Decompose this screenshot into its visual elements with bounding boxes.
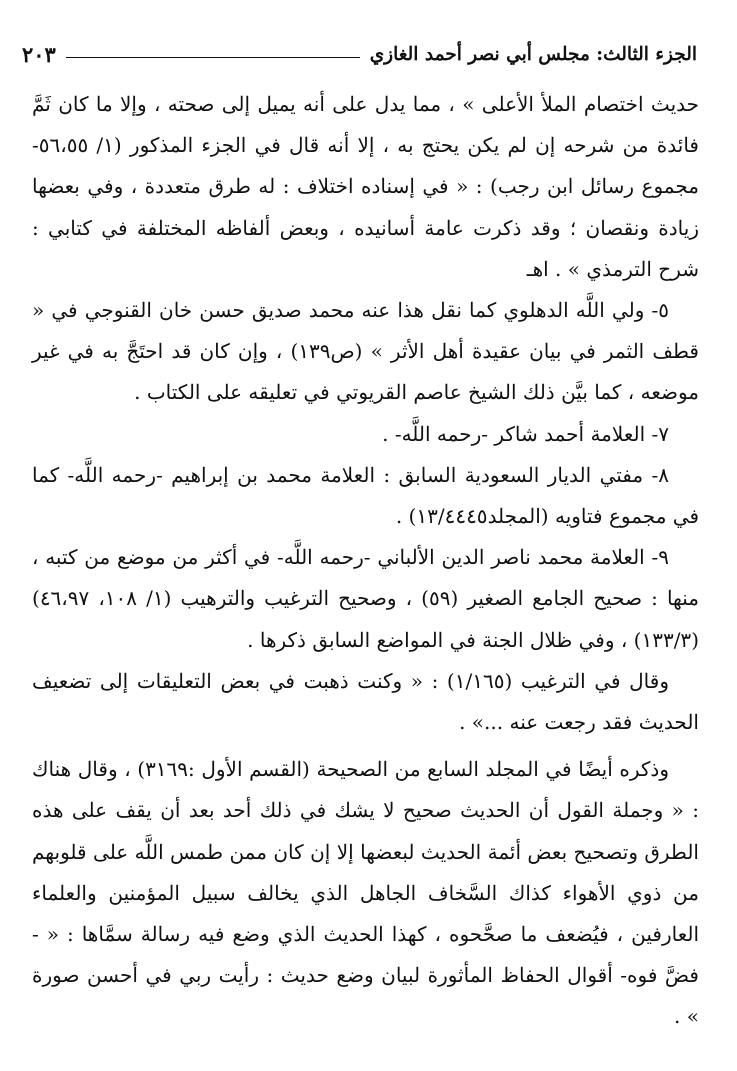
running-title: الجزء الثالث: مجلس أبي نصر أحمد الغازي	[369, 43, 697, 65]
paragraph-item-7: ٧- العلامة أحمد شاكر -رحمه اللَّه- .	[382, 421, 669, 446]
paragraph-item-5: ٥- ولي اللَّه الدهلوي كما نقل هذا عنه محمد صديق حسن خان القنوجي في « قطف الثمر في بيان عقيدة أهل الأثر » (ص١٣٩) ، وإن كان قد احتَجَّ به في غير موضعه ، كما بيَّن ذلك الشيخ عاصم القريوتي في تعليقه على الكتاب .	[32, 298, 699, 405]
paragraph-item-8: ٨- مفتي الديار السعودية السابق : العلامة محمد بن إبراهيم -رحمه اللَّه- كما في مجموع فتاويه (المجلد١٣/٤٤٤٥) .	[32, 462, 699, 529]
paragraph-item-9: ٩- العلامة محمد ناصر الدين الألباني -رحمه اللَّه- في أكثر من موضع من كتبه ، منها : صحيح الجامع الصغير (٥٩) ، وصحيح الترغيب والترهيب (١/ ١٠٨، ٤٦،٩٧) (١٣٣/٣) ، وفي ظلال الجنة في المواضع السابق ذكرها .	[32, 545, 700, 652]
paragraph-targhib-quote: وقال في الترغيب (١/١٦٥) : « وكنت ذهبت في بعض التعليقات إلى تضعيف الحديث فقد رجعت عنه ...» .	[32, 668, 699, 735]
page-number: ٢٠٣	[22, 41, 56, 67]
page-header	[22, 38, 697, 70]
paragraph-sahiha-quote: وذكره أيضًا في المجلد السابع من الصحيحة (القسم الأول :٣١٦٩) ، وقال هناك : « وجملة القول أن الحديث صحيح لا يشك في ذلك أحد بعد أن يقف على هذه الطرق وتصحيح بعض أئمة الحديث لبعضها إلا إن كان ممن طمس اللَّه على قلوبهم من ذوي الأهواء كذاك السَّخاف الجاهل الذي يخالف سبيل المؤمنين والعلماء العارفين ، فيُضعف ما صحَّحوه ، كهذا الحديث الذي وضع فيه رسالة سمَّاها : « -فضَّ فوه- أقوال الحفاظ المأثورة لبيان وضع حديث : رأيت ربي في أحسن صورة » .	[32, 757, 699, 1029]
paragraph-continuation: حديث اختصام الملأ الأعلى » ، مما يدل على أنه يميل إلى صحته ، وإلا ما كان ثَمَّ فائدة من شرحه إن لم يكن يحتج به ، إلا أنه قال في الجزء المذكور (١/ ٥٦،٥٥- مجموع رسائل ابن رجب) : « في إسناده اختلاف : له طرق متعددة ، وفي بعضها زيادة ونقصان ؛ وقد ذكرت عامة أسانيده ، وبعض ألفاظه المختلفة في كتابي : شرح الترمذي » . اهـ	[32, 92, 699, 281]
header-rule	[66, 57, 360, 58]
body-text	[32, 84, 699, 1038]
